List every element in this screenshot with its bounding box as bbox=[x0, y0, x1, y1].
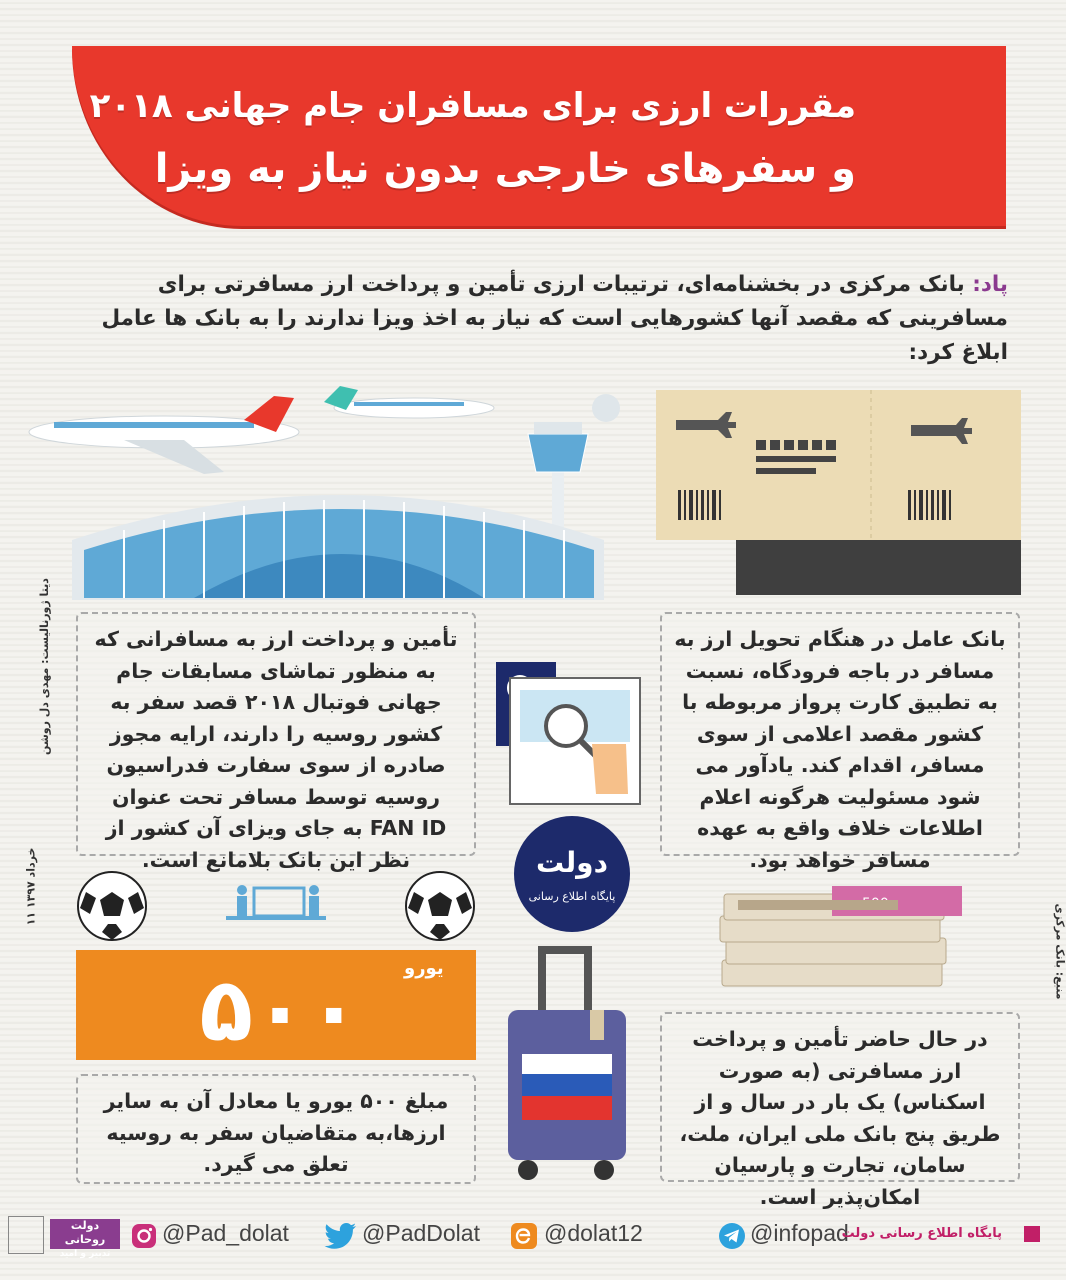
site-label: پایگاه اطلاع رسانی دولت bbox=[841, 1226, 1002, 1241]
airport-check-box: بانک عامل در هنگام تحویل ارز به مسافر در باجه فرودگاه، نسبت به تطبیق کارت پرواز مربوطه با کشور مقصد اعلامی از سوی مسافر، اقدام کند. یادآور می شود مسئولیت هرگونه اعلام اطلاعات خلاف واقع به عهده مسافر خواهد بود. bbox=[660, 612, 1020, 856]
terminal-building-icon bbox=[72, 495, 604, 600]
eitaa-handle[interactable]: @dolat12 bbox=[544, 1220, 643, 1246]
airplane-icon bbox=[29, 396, 299, 474]
hand-icon bbox=[592, 744, 628, 794]
government-badge bbox=[50, 1219, 120, 1259]
fan-id-box: تأمین و پرداخت ارز به مسافرانی که به منظور تماشای مسابقات جام جهانی فوتبال ۲۰۱۸ قصد سفر به کشور روسیه را دارند، ارایه مجوز صادره از سوی سفارت فدراسیون روسیه توسط مسافر تحت عنوان FAN ID به جای ویزای آن کشور از نظر این بانک بلامانع است. bbox=[76, 612, 476, 856]
passport-search-illustration bbox=[496, 654, 646, 810]
lead-text: بانک مرکزی در بخشنامه‌ای، ترتیبات ارزی تأمین و پرداخت ارز مسافرتی برای مسافرینی که مقصد آنها کشورهایی است که نیاز به اخذ ویزا ندارند را به بانک ها عامل ابلاغ کرد: bbox=[101, 272, 1008, 365]
soccer-ball-icon bbox=[404, 870, 476, 942]
date-label: ۱۱ خرداد ۱۳۹۷ bbox=[24, 847, 38, 926]
title-line-1: مقررات ارزی برای مسافران جام جهانی ۲۰۱۸ bbox=[89, 86, 856, 126]
lead-paragraph bbox=[48, 268, 1008, 370]
instagram-icon[interactable] bbox=[130, 1222, 158, 1250]
twitter-icon[interactable] bbox=[324, 1222, 358, 1250]
title-banner bbox=[72, 46, 1006, 226]
telegram-icon[interactable] bbox=[718, 1222, 746, 1250]
telegram-handle[interactable]: @infopad bbox=[750, 1220, 849, 1246]
twitter-handle[interactable]: @PadDolat bbox=[362, 1220, 480, 1246]
dolat-logo-subtext: پایگاه اطلاع رسانی bbox=[528, 890, 616, 903]
soccer-goal-icon bbox=[226, 880, 326, 920]
publisher-logo bbox=[8, 1216, 44, 1254]
dolat-logo bbox=[514, 816, 630, 932]
dolat-logo-text: دولت bbox=[536, 846, 608, 879]
lead-kicker: پاد: bbox=[972, 272, 1008, 297]
euro-banknotes-illustration bbox=[712, 880, 972, 992]
instagram-handle[interactable]: @Pad_dolat bbox=[162, 1220, 289, 1246]
luggage-tag-icon bbox=[590, 1010, 604, 1040]
credit-label: دیتا ژورنالیست: مهدی دل روشن bbox=[37, 578, 51, 755]
site-label-square bbox=[1024, 1226, 1040, 1242]
boarding-pass-illustration bbox=[656, 390, 1026, 600]
suitcase-illustration bbox=[504, 944, 634, 1184]
airport-illustration bbox=[14, 360, 654, 610]
source-label: منبع: بانک مرکزی bbox=[1053, 903, 1066, 1000]
airplane-small-icon bbox=[324, 386, 494, 418]
eitaa-icon[interactable] bbox=[510, 1222, 538, 1250]
badge-line-2: تدبیر و امید bbox=[59, 1249, 111, 1259]
amount-note-box: مبلغ ۵۰۰ یورو یا معادل آن به سایر ارزها،به متقاضیان سفر به روسیه تعلق می گیرد. bbox=[76, 1074, 476, 1184]
amount-value: ۵۰۰ bbox=[199, 958, 361, 1061]
cash-banks-box: در حال حاضر تأمین و پرداخت ارز مسافرتی (به صورت اسکناس) یک بار در سال و از طریق پنج بانک ملی ایران، ملت، سامان، تجارت و پارسیان امکان‌پذیر است. bbox=[660, 1012, 1020, 1182]
amount-currency: یورو bbox=[404, 958, 444, 979]
badge-line-1: دولت روحانی bbox=[64, 1219, 106, 1246]
title-line-2: و سفرهای خارجی بدون نیاز به ویزا bbox=[154, 146, 856, 192]
soccer-ball-icon bbox=[76, 870, 148, 942]
